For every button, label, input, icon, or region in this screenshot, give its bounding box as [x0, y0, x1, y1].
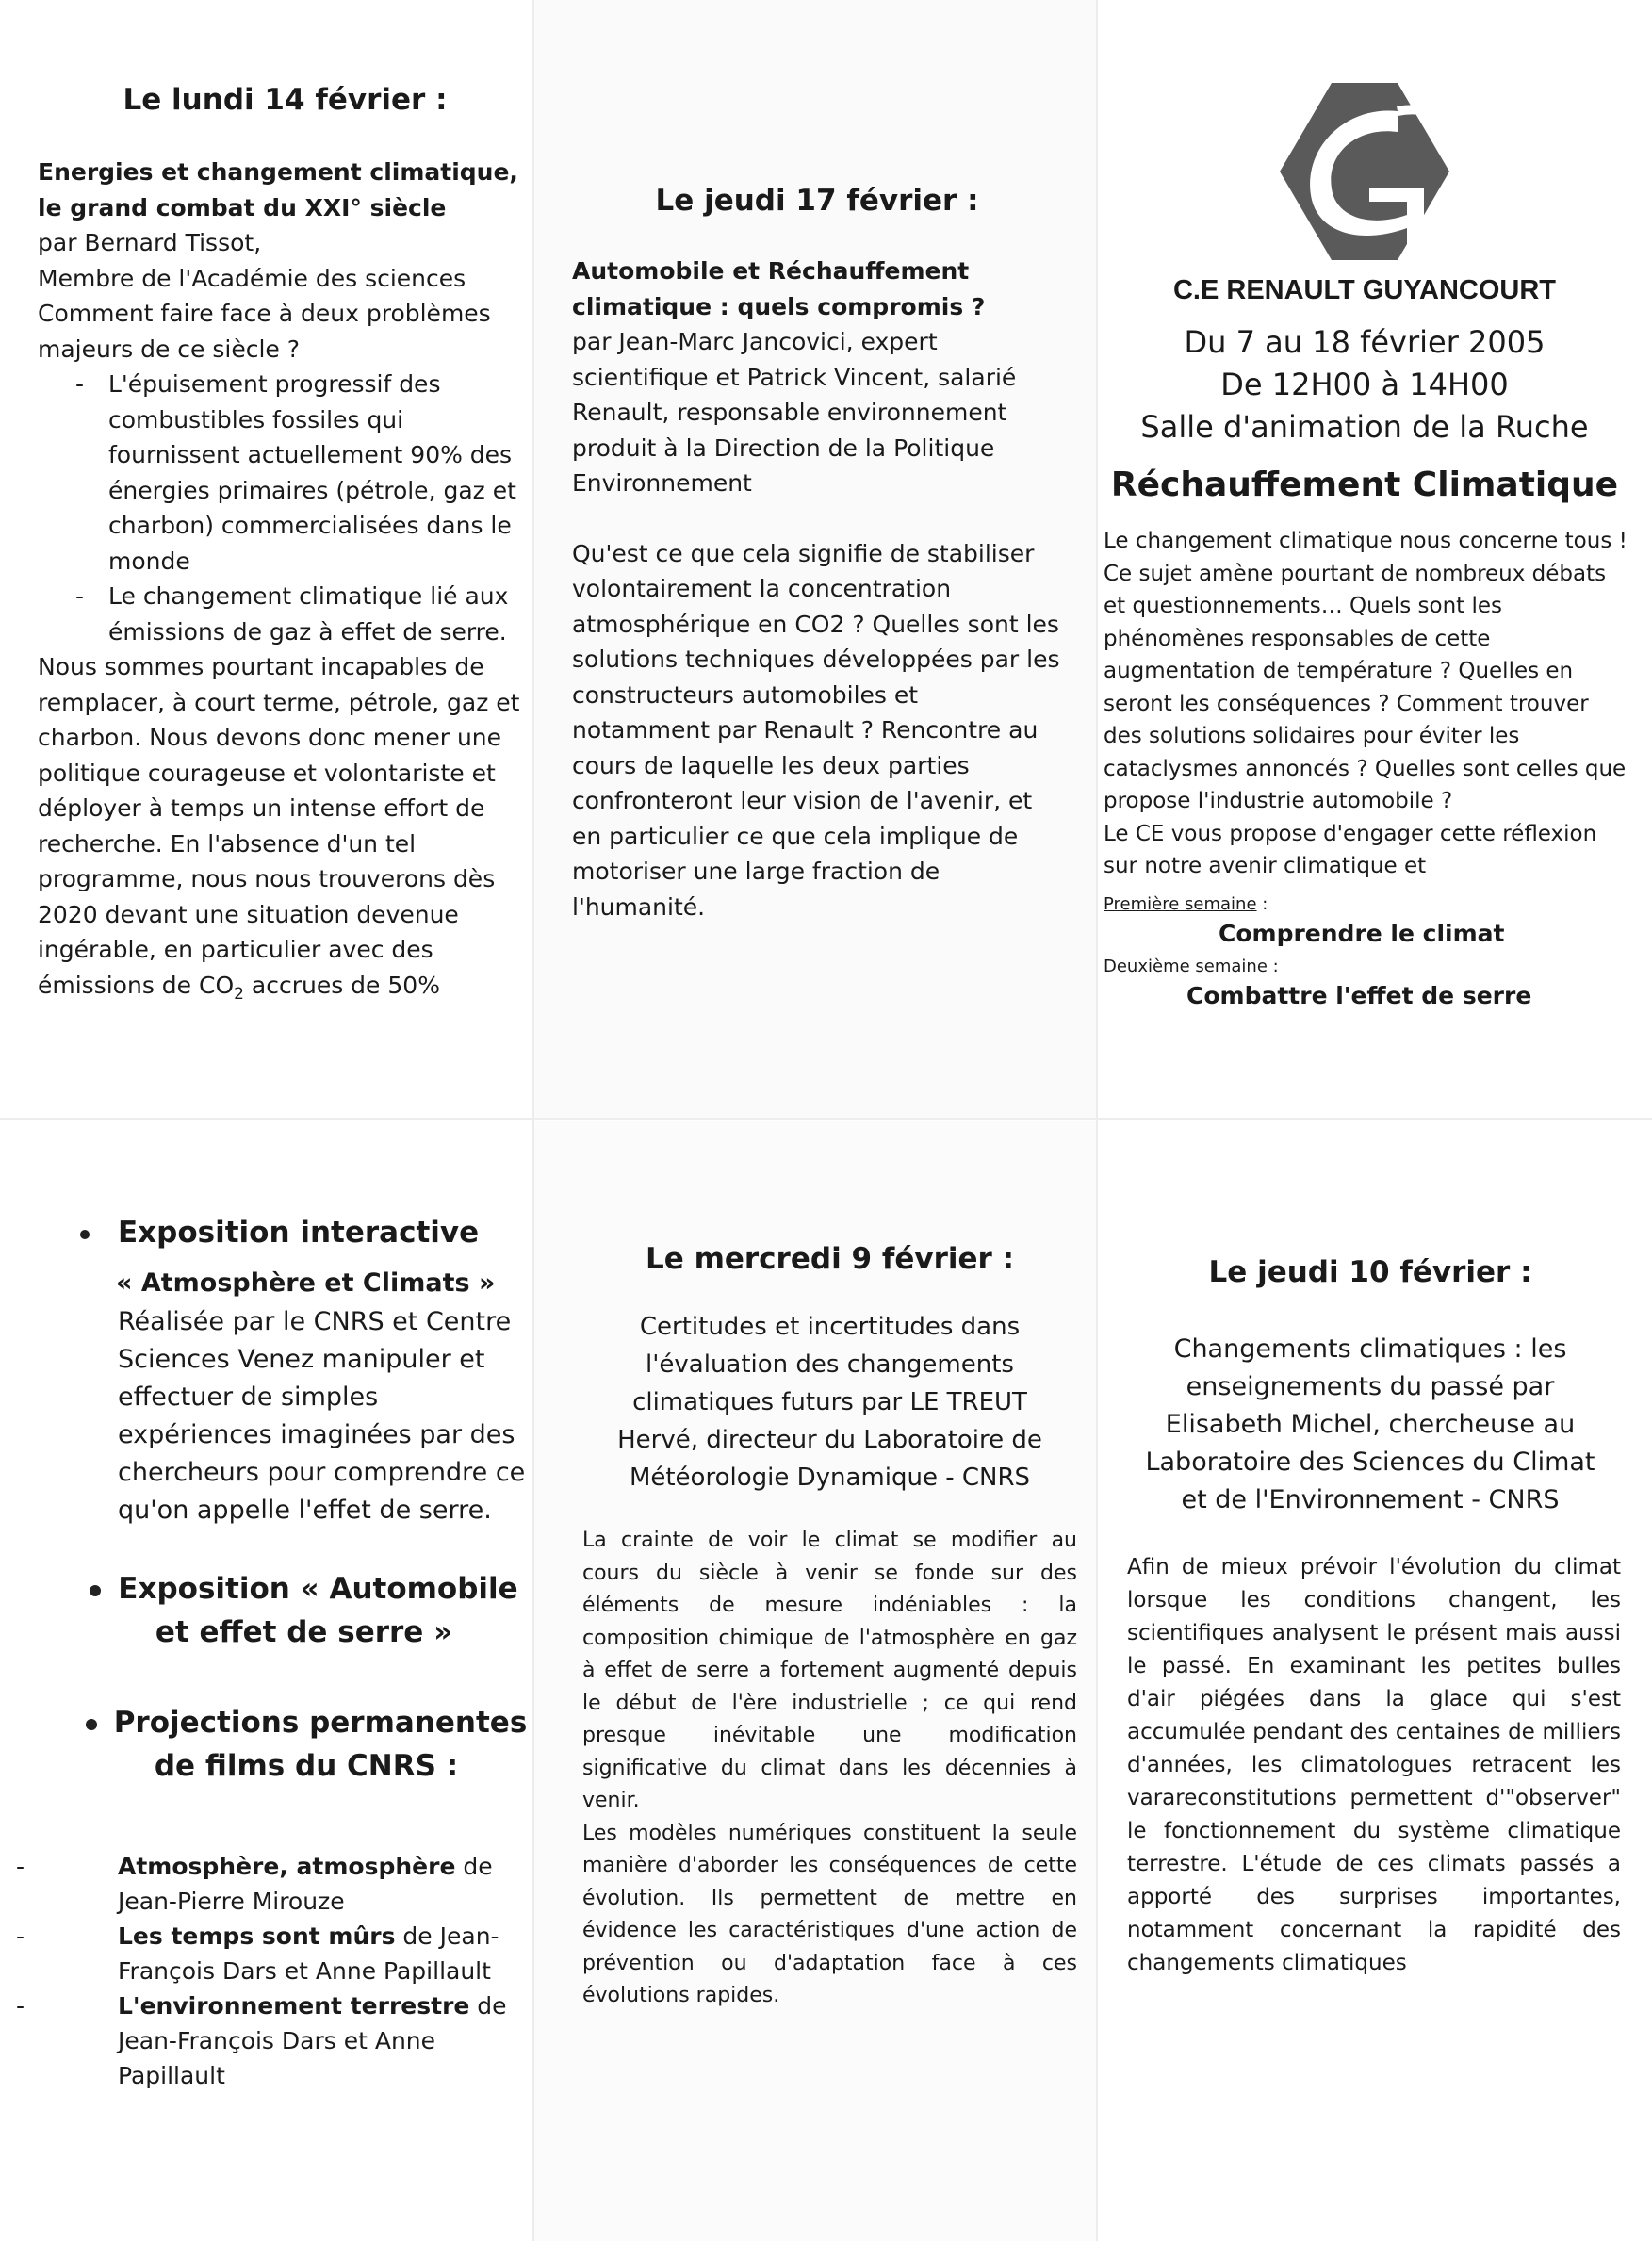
film-credits: de Jean-Pierre Mirouze — [118, 1853, 493, 1915]
panel-lundi-14 — [38, 83, 532, 1012]
week1-label — [1104, 892, 1633, 917]
films-list — [16, 1849, 532, 2093]
week1-colon: : — [1256, 893, 1268, 914]
panel1-author: par Bernard Tissot, — [38, 229, 262, 256]
panel2-body: Qu'est ce que cela signifie de stabiliser volontairement la concentration atmosphérique en CO2 ? Quelles sont les solutions techniques développées par les constructeurs automobiles et notamment par Renault ? Rencontre au cours de laquelle les deux parties confronteront leur vision de l'avenir, et en particulier ce que cela implique de motoriser une large fraction de l'humanité. — [572, 539, 1060, 921]
week2-title: Combattre l'effet de serre — [1186, 981, 1532, 1009]
film-credits: de Jean-François Dars et Anne Papillault — [118, 1922, 499, 1985]
panel1-role: Membre de l'Académie des sciences — [38, 264, 466, 292]
week1-title: Comprendre le climat — [1219, 919, 1505, 947]
event-dates: Du 7 au 18 février 2005 — [1184, 324, 1546, 360]
film-item — [16, 1919, 532, 1988]
film-credits: de Jean-François Dars et Anne Papillault — [118, 1992, 507, 2089]
panel1-date: Le lundi 14 février : — [123, 83, 448, 117]
week2-label-text: Deuxième semaine — [1104, 956, 1268, 976]
panel-cover — [1096, 77, 1633, 1013]
panel-mercredi-9 — [582, 1242, 1077, 2013]
panel6-date: Le jeudi 10 février : — [1208, 1255, 1532, 1289]
panel2-title: Automobile et Réchauffement climatique : quels compromis ? — [572, 257, 986, 320]
panel1-question: Comment faire face à deux problèmes majeurs de ce siècle ? — [38, 300, 491, 363]
film-title: L'environnement terrestre — [118, 1992, 470, 2020]
panel1-body-end: accrues de 50% — [243, 971, 440, 999]
films-title: Projections permanentes de films du CNRS : — [113, 1706, 528, 1783]
panel-expositions — [80, 1216, 532, 2093]
expo1-text: Réalisée par le CNRS et Centre Sciences Venez manipuler et effectuer de simples expériences imaginées par des chercheurs pour comprendre ce qu'on appelle l'effet de serre. — [118, 1307, 526, 1525]
ce-renault-logo-icon — [1256, 77, 1473, 266]
panel2-authors: par Jean-Marc Jancovici, expert scientifique et Patrick Vincent, salarié Renault, responsable environnement produit à la Direction de la Politique Environnement — [572, 328, 1017, 497]
film-title: Atmosphère, atmosphère — [118, 1853, 456, 1880]
panel1-body-subscript: 2 — [234, 984, 244, 1004]
panel1-body — [38, 649, 532, 1012]
panel6-body: Afin de mieux prévoir l'évolution du climat lorsque les conditions changent, les scientifiques analysent le présent mais aussi le passé. En examinant les petites bulles d'air piégées dans la glace qui s'est accumulée pendant des centaines de milliers d'années, les climatologues retracent les varareconstitutions permettent d'"observer" le fonctionnement du système climatique terrestre. L'étude de ces climats passés a apporté des surprises importantes, notamment concernant la rapidité des changements climatiques — [1127, 1555, 1621, 1975]
event-intro: Le changement climatique nous concerne tous ! Ce sujet amène pourtant de nombreux débats et questionnements… Quels sont les phénomènes responsables de cette augmentation de température ? Quelles en seront les conséquences ? Comment trouver des solutions solidaires pour éviter les cataclysmes annoncés ? Quelles sont celles que propose l'industrie automobile ? — [1104, 529, 1627, 813]
panel-jeudi-10 — [1120, 1255, 1621, 1980]
panel1-bullet: - L'épuisement progressif des combustibles fossiles qui fournissent actuellement 90% des énergies primaires (pétrole, gaz et charbon) commercialisées dans le monde — [38, 367, 532, 579]
film-title: Les temps sont mûrs — [118, 1922, 396, 1950]
event-hours: De 12H00 à 14H00 — [1220, 367, 1509, 402]
panel1-title: Energies et changement climatique, le grand combat du XXI° siècle — [38, 158, 518, 221]
panel1-bullet: - Le changement climatique lié aux émissions de gaz à effet de serre. — [38, 579, 532, 649]
week2-colon: : — [1267, 956, 1279, 976]
week2-label — [1104, 955, 1633, 979]
film-item — [16, 1988, 532, 2093]
event-title: Réchauffement Climatique — [1110, 466, 1619, 504]
week1-label-text: Première semaine — [1104, 893, 1257, 914]
panel1-body-text: Nous sommes pourtant incapables de remplacer, à court terme, pétrole, gaz et charbon. Nous devons donc mener une politique courageuse et volontariste et déployer à temps un intense effort de recherche. En l'absence d'un tel programme, nous nous trouverons dès 2020 devant une situation devenue ingérable, en particulier avec des émissions de CO — [38, 653, 520, 999]
expo2-title-row — [75, 1567, 532, 1654]
expo1-name: « Atmosphère et Climats » — [116, 1268, 496, 1298]
bullet-icon — [90, 1585, 101, 1596]
bullet-icon — [86, 1719, 97, 1730]
panel2-date: Le jeudi 17 février : — [655, 184, 979, 218]
event-invite: Le CE vous propose d'engager cette réflexion sur notre avenir climatique et — [1104, 821, 1597, 878]
panel5-title: Certitudes et incertitudes dans l'évaluation des changements climatiques futurs par LE TREUT Hervé, directeur du Laboratoire de Météorologie Dynamique - CNRS — [617, 1313, 1042, 1492]
fold-line-left — [532, 0, 534, 2241]
panel-jeudi-17 — [572, 184, 1062, 924]
organizer-name: C.E RENAULT GUYANCOURT — [1172, 275, 1556, 305]
event-place: Salle d'animation de la Ruche — [1140, 409, 1589, 445]
bullet-icon — [80, 1230, 90, 1239]
fold-line-horizontal — [0, 1118, 1652, 1120]
panel1-bullet-list — [38, 367, 532, 649]
film-item — [16, 1849, 532, 1919]
films-title-row — [80, 1701, 532, 1788]
panel6-title: Changements climatiques : les enseignements du passé par Elisabeth Michel, chercheuse au Laboratoire des Sciences du Climat et de l'Environnement - CNRS — [1145, 1334, 1595, 1514]
panel5-date: Le mercredi 9 février : — [646, 1242, 1014, 1276]
expo1-title-row — [118, 1216, 532, 1250]
expo2-title: Exposition « Automobile et effet de serre » — [118, 1572, 518, 1649]
panel5-para2: Les modèles numériques constituent la seule manière d'aborder les conséquences de cette évolution. Ils permettent de mettre en évidence les caractéristiques d'une action de prévention ou d'adaptation face à ces évolutions rapides. — [582, 1821, 1077, 2007]
expo1-title: Exposition interactive — [118, 1216, 480, 1250]
panel5-para1: La crainte de voir le climat se modifier au cours du siècle à venir se fonde sur des éléments de mesure indéniables : la composition chimique de l'atmosphère en gaz à effet de serre a fortement augmenté depuis le début de l'ère industrielle ; ce qui rend presque inévitable une modification significative du climat dans les décennies à venir. — [582, 1529, 1077, 1812]
